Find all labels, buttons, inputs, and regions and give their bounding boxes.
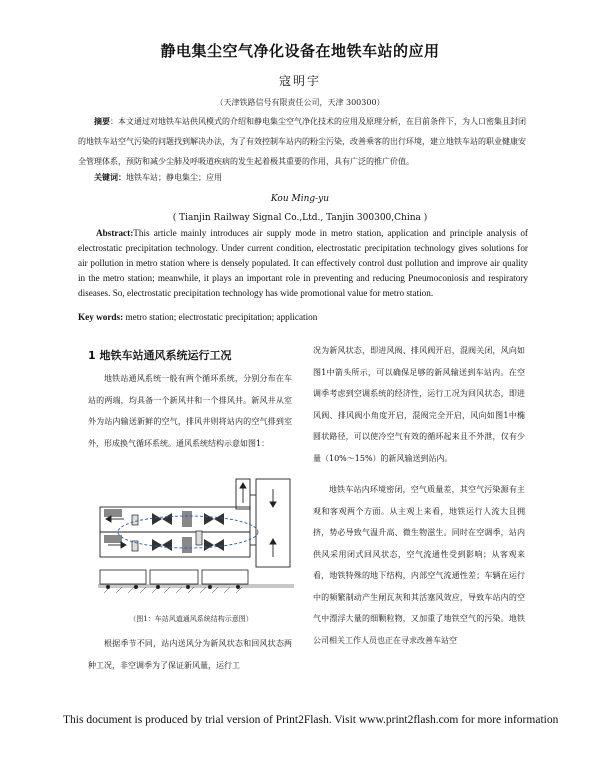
keywords-cn-text: 地铁车站；静电集尘；应用 bbox=[126, 173, 222, 182]
figure-caption: （图1：车站风道通风系统结构示意图） bbox=[129, 615, 253, 623]
trial-notice: This document is produced by trial version of Print2Flash. Visit www.print2flash.com for more information bbox=[63, 714, 559, 726]
section-1-heading: 1 地铁车站通风系统运行工况 bbox=[88, 349, 232, 362]
keywords-en bbox=[78, 312, 317, 322]
keywords-en-label: Key words: bbox=[78, 312, 124, 322]
author-cn: 寇明宇 bbox=[278, 74, 321, 88]
left-column-bottom bbox=[88, 633, 292, 676]
abstract-cn-label: 摘要 bbox=[94, 117, 110, 126]
abstract-en-text: This article mainly introduces air supply mode in metro station, application and principle analysis of electrostatic precipitation technology. Under current condition, electrostatic precipitation technology gives solutions for air pollution in metro station where is densely populated. It can effectively control dust pollution and improve air quality in the metro station; meanwhile, it plays an important role in preventing and reducing Pneumoconiosis and respiratory diseases. So, electrostatic precipitation technology has wide promotional value for metro station. bbox=[78, 228, 528, 298]
author-en: Kou Ming-yu bbox=[270, 194, 330, 204]
left-paragraph-1: 地铁站通风系统一般有两个循环系统，分别分布在车站的两端，均具备一个新风井和一个排风井。新风井从室外为站内输送新鲜的空气，排风井则将站内的空气排到室外，形成换气循环系统。通风系统结构示意如图1： bbox=[88, 374, 292, 448]
paper-title: 静电集尘空气净化设备在地铁车站的应用 bbox=[160, 42, 440, 60]
keywords-cn-label: 关键词： bbox=[94, 173, 126, 182]
keywords-cn bbox=[94, 172, 222, 183]
left-column-top bbox=[88, 368, 292, 454]
affiliation-cn: （天津铁路信号有限责任公司，天津 300300） bbox=[215, 98, 385, 107]
right-paragraph-2: 地铁车站内环境密闭，空气质量差，其空气污染源有主观和客观两个方面。从主观上来看，地铁运行人流大且拥挤，势必导致气温升高、微生物滋生。同时在空调季，站内供风采用闭式回风状态，空气流通性受到影响；从客观来看，地铁特殊的地下结构，内部空气流通性差；车辆在运行中的频繁制动产生闸瓦灰和其活塞风效应，导致车站内的空气中漂浮大量的细颗粒物，又加重了地铁空气的污染。地铁公司相关工作人员也正在寻求改善车站空 bbox=[313, 485, 525, 645]
right-column bbox=[313, 340, 525, 651]
ventilation-diagram bbox=[96, 475, 296, 610]
keywords-en-text: metro station; electrostatic precipitation; application bbox=[123, 312, 318, 322]
abstract-en bbox=[78, 226, 528, 301]
abstract-cn bbox=[78, 112, 528, 172]
abstract-cn-text: ：本文通过对地铁车站供风模式的介绍和静电集尘空气净化技术的应用及原理分析，在目前条件下，为人口密集且封闭的地铁车站空气污染的问题找到解决办法，为了有效控制车站内的粉尘污染，改善乘客的出行环境，建立地铁车站的职业健康安全管理体系，预防和减少尘肺及呼吸道疾病的发生起着极其重要的作用，具有广泛的推广价值。 bbox=[78, 117, 526, 166]
abstract-en-label: Abstract: bbox=[96, 228, 134, 238]
affiliation-en: ( Tianjin Railway Signal Co.,Ltd., Tanjin 300300,China ) bbox=[172, 213, 428, 223]
right-paragraph-1: 况为新风状态，即进风阀、排风阀开启，混阀关闭，风向如图1中箭头所示，可以确保足够的新风输送到车站内。在空调季考虑到空调系统的经济性，运行工况为回风状态，即进风阀、排风阀小角度开启，混阀完全开启，风向如图1中椭圆状路径，可以使冷空气有效的循环起来且不外泄，仅有少量（10%～15%）的新风输送到站内。 bbox=[313, 346, 525, 463]
left-paragraph-2: 根据季节不同，站内送风分为新风状态和回风状态两种工况，非空调季为了保证新风量，运行工 bbox=[88, 639, 292, 670]
